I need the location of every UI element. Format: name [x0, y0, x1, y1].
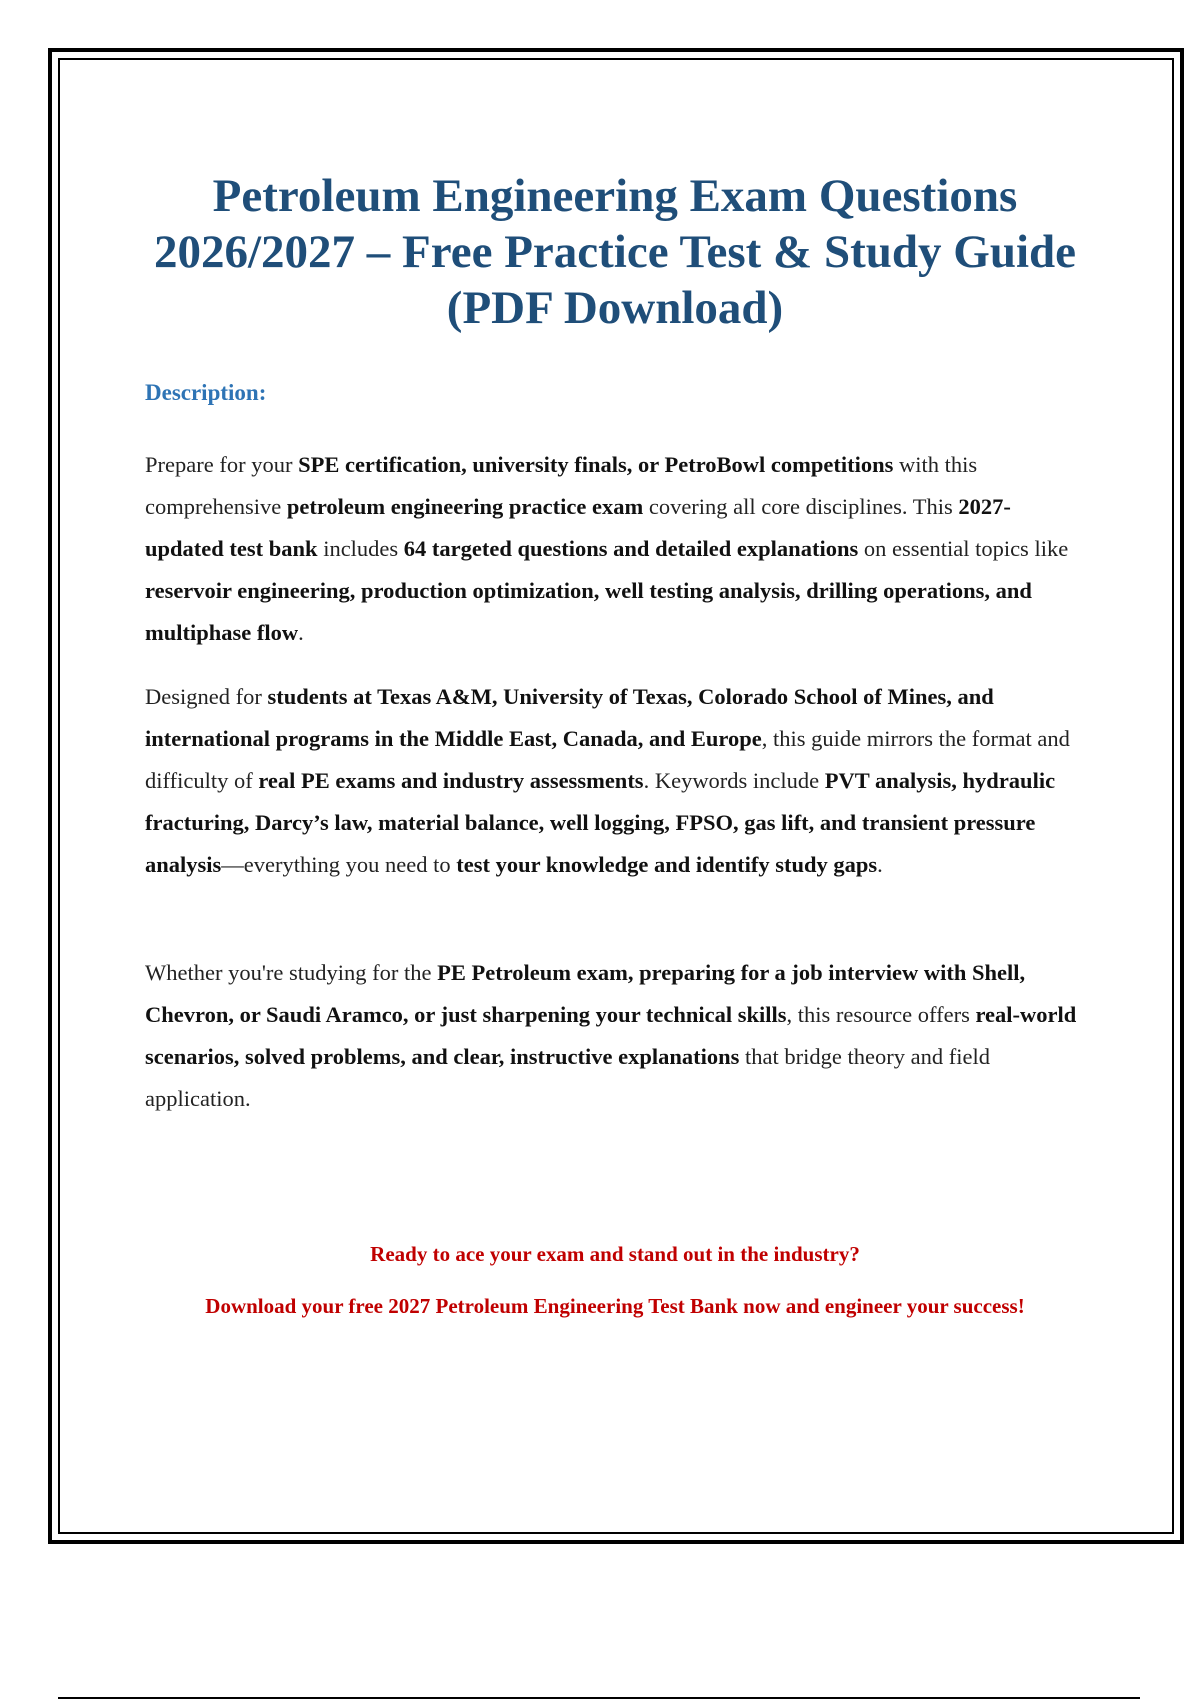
bold-run: real-world scenarios, solved problems, and clear, instructive explanations: [145, 1002, 1077, 1069]
bold-run: petroleum engineering practice exam: [286, 494, 644, 519]
bold-run: 2027-updated test bank: [145, 494, 1011, 561]
text-run: .: [877, 852, 883, 877]
text-run: with this comprehensive: [145, 452, 978, 519]
paragraph-use-cases: [145, 952, 1085, 1120]
text-run: Whether you're studying for the: [145, 960, 438, 985]
text-run: —everything you need to: [221, 852, 457, 877]
text-run: Prepare for your: [145, 452, 299, 477]
text-run: Designed for: [145, 684, 268, 709]
text-run: , this resource offers: [786, 1002, 976, 1027]
bold-run: students at Texas A&M, University of Texas, Colorado School of Mines, and international programs in the Middle East, Canada, and Europe: [145, 684, 994, 751]
text-run: that bridge theory and field application.: [145, 1044, 990, 1111]
description-label: Description:: [145, 380, 267, 405]
text-run: . Keywords include: [643, 768, 825, 793]
cta-download: Download your free 2027 Petroleum Engineering Test Bank now and engineer your success!: [205, 1294, 1025, 1318]
bold-run: SPE certification, university finals, or PetroBowl competitions: [298, 452, 894, 477]
paragraph-intro: [145, 444, 1085, 654]
text-run: .: [298, 620, 304, 645]
bold-run: PVT analysis, hydraulic fracturing, Darcy’s law, material balance, well logging, FPSO, gas lift, and transient pressure analysis: [145, 768, 1056, 877]
text-run: includes: [317, 536, 404, 561]
paragraph-audience: [145, 676, 1085, 886]
document-title: Petroleum Engineering Exam Questions 2026/2027 – Free Practice Test & Study Guide (PDF Download): [153, 170, 1077, 334]
bold-run: PE Petroleum exam, preparing for a job interview with Shell, Chevron, or Saudi Aramco, or just sharpening your technical skills: [145, 960, 1026, 1027]
bold-run: 64 targeted questions and detailed explanations: [403, 536, 859, 561]
text-run: covering all core disciplines. This: [643, 494, 959, 519]
bold-run: test your knowledge and identify study gaps: [456, 852, 878, 877]
text-run: , this guide mirrors the format and difficulty of: [145, 726, 1070, 793]
cta-question: Ready to ace your exam and stand out in the industry?: [370, 1242, 860, 1266]
footer-rule: [58, 1697, 1140, 1699]
bold-run: reservoir engineering, production optimization, well testing analysis, drilling operations, and multiphase flow: [145, 578, 1032, 645]
bold-run: real PE exams and industry assessments: [258, 768, 644, 793]
text-run: on essential topics like: [858, 536, 1069, 561]
